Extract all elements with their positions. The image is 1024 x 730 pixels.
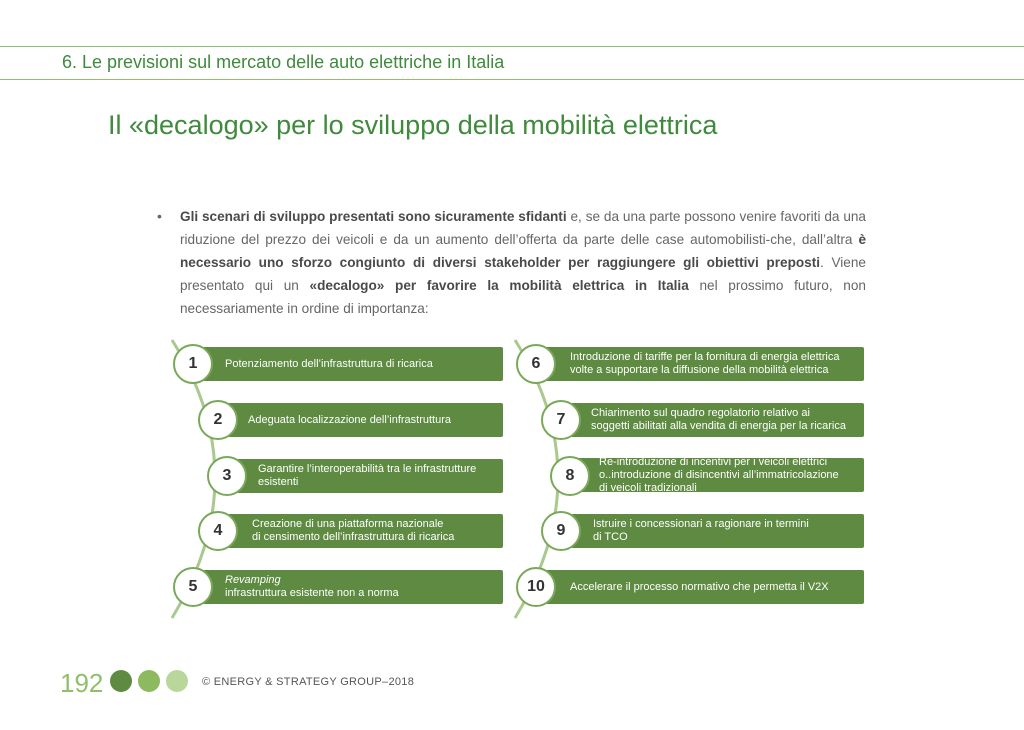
item-9-lines: [593, 518, 809, 544]
item-4-text-1: Creazione di una piattaforma nazionale: [252, 518, 444, 530]
item-9-bar: [563, 514, 864, 548]
item-1-text: Potenziamento dell’infrastruttura di ricarica: [225, 357, 433, 370]
item-4-number: 4: [198, 511, 238, 551]
item-4-bar: [220, 514, 503, 548]
footer-dot-2: [138, 670, 160, 692]
item-8-bar: [573, 455, 864, 494]
item-6-bar: [538, 347, 864, 381]
slide-title: Il «decalogo» per lo sviluppo della mobilità elettrica: [108, 110, 718, 140]
item-3-number: 3: [207, 456, 247, 496]
intro-text-2: e, se da una parte possono venire favoriti da una riduzione del prezzo dei veicoli e da un aumento dell’offerta da parte delle case automobilisti-che, dall’altra: [180, 209, 866, 247]
item-3-text-1: Garantire l’interoperabilità tra le infrastrutture: [258, 463, 477, 475]
item-6-lines: [570, 351, 839, 377]
item-2-bar: [220, 403, 503, 437]
footer-dot-3: [166, 670, 188, 692]
item-2-text: Adeguata localizzazione dell’infrastruttura: [248, 413, 452, 426]
item-9-text-2: di TCO: [593, 531, 628, 543]
chapter-heading: 6. Le previsioni sul mercato delle auto elettriche in Italia: [62, 52, 505, 72]
item-6-number: 6: [516, 344, 556, 384]
item-7-text-1: Chiarimento sul quadro regolatorio relativo ai: [591, 407, 810, 419]
item-10-bar: [538, 570, 864, 604]
item-3-bar: [230, 459, 503, 493]
intro-bold-3: è necessario uno sforzo congiunto di diversi stakeholder per raggiungere gli obiettivi preposti: [180, 232, 866, 270]
item-7-number: 7: [541, 400, 581, 440]
item-6-text-2: volte a supportare la diffusione della mobilità elettrica: [570, 364, 829, 376]
item-5-text: [225, 574, 399, 600]
intro-bold-1: Gli scenari di sviluppo presentati sono sicuramente sfidanti: [180, 209, 567, 224]
item-4-text-2: di censimento dell’infrastruttura di ricarica: [252, 531, 455, 543]
item-8-text-2: o..introduzione di disincentivi all’immatricolazione: [599, 468, 839, 481]
item-8-lines: [599, 456, 839, 495]
item-2-number: 2: [198, 400, 238, 440]
item-4-lines: [252, 518, 454, 544]
footer-dot-1: [110, 670, 132, 692]
item-5-number: 5: [173, 567, 213, 607]
item-9-number: 9: [541, 511, 581, 551]
item-6-text-1: Introduzione di tariffe per la fornitura di energia elettrica: [570, 351, 840, 363]
intro-text-6: nel prossimo futuro, non necessariamente in ordine di importanza:: [180, 278, 866, 316]
page-number: 192: [60, 668, 104, 698]
item-8-text-1: Re-introduzione di incentivi per i veicoli elettrici: [599, 455, 828, 468]
copyright: © ENERGY & STRATEGY GROUP–2018: [202, 676, 415, 688]
item-10-text: Accelerare il processo normativo che permetta il V2X: [570, 580, 829, 593]
item-7-bar: [563, 403, 864, 437]
item-8-text-3: di veicoli tradizionali: [599, 481, 697, 494]
item-9-text-1: Istruire i concessionari a ragionare in termini: [593, 518, 809, 530]
item-5-italic: Revamping: [225, 574, 281, 586]
item-1-number: 1: [173, 344, 213, 384]
item-8-number: 8: [550, 456, 590, 496]
item-5-bar: [195, 570, 503, 604]
item-7-text-2: soggetti abilitati alla vendita di energia per la ricarica: [591, 420, 846, 432]
item-3-lines: [258, 463, 476, 489]
item-3-text-2: esistenti: [258, 476, 299, 488]
item-1-bar: [195, 347, 503, 381]
item-10-number: 10: [516, 567, 556, 607]
item-5-text-rest: infrastruttura esistente non a norma: [225, 587, 399, 599]
intro-text-4: . Viene presentato qui un: [180, 255, 866, 293]
intro-bold-5: «decalogo» per favorire la mobilità elettrica in Italia: [309, 278, 689, 293]
bullet-dot: •: [157, 208, 162, 224]
item-7-lines: [591, 407, 846, 433]
